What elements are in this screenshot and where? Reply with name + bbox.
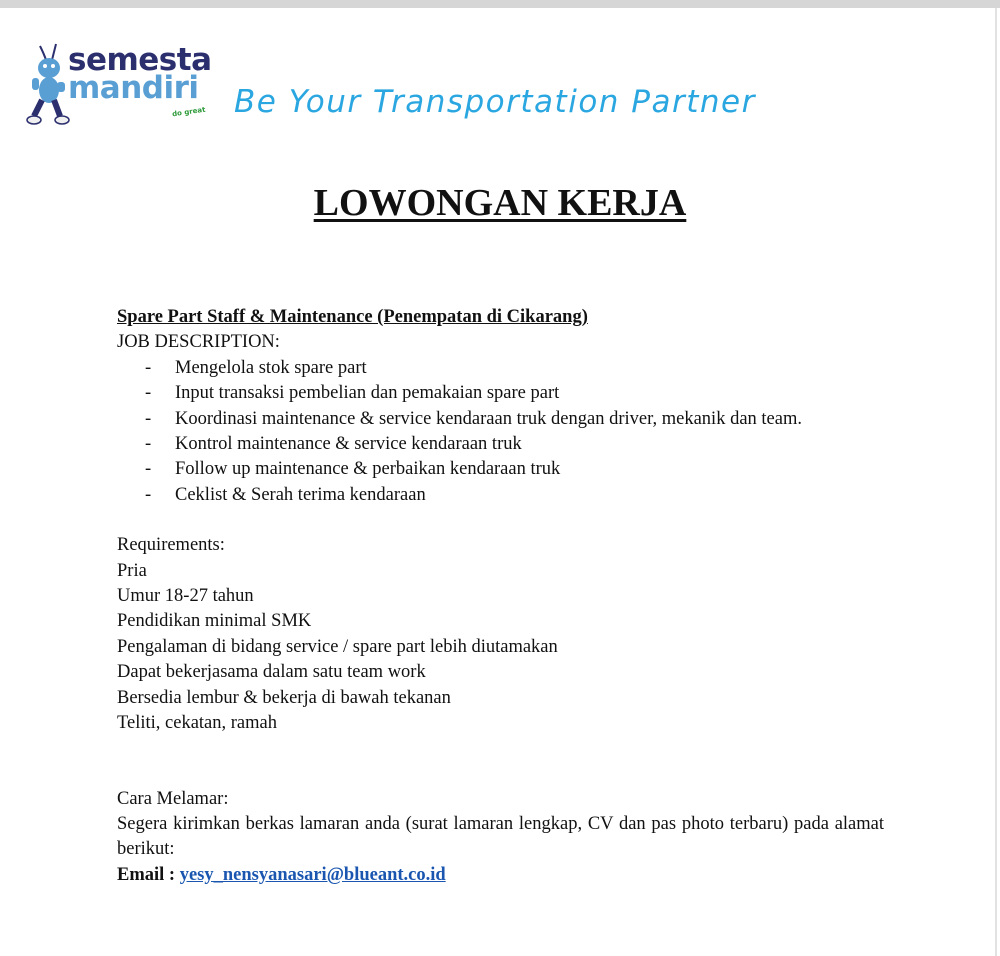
list-item: - Koordinasi maintenance & service kendaraan truk dengan driver, mekanik dan team. xyxy=(117,407,884,432)
ant-mascot-icon xyxy=(26,42,70,126)
top-bar xyxy=(0,0,1000,8)
bullet-dash: - xyxy=(145,459,152,480)
requirement-item: Dapat bekerjasama dalam satu team work xyxy=(117,662,426,683)
email-line xyxy=(117,863,884,888)
email-label: Email : xyxy=(117,864,180,885)
list-item: - Mengelola stok spare part xyxy=(117,356,884,381)
requirements-label: Requirements: xyxy=(117,535,225,556)
company-logo xyxy=(26,42,226,126)
apply-instructions: Segera kirimkan berkas lamaran anda (surat lamaran lengkap, CV dan pas photo terbaru) pada alamat berikut: xyxy=(117,813,884,860)
requirement-item: Teliti, cekatan, ramah xyxy=(117,713,277,734)
bullet-dash: - xyxy=(145,434,152,455)
list-item: - Ceklist & Serah terima kendaraan xyxy=(117,483,884,508)
page-title: LOWONGAN KERJA xyxy=(313,182,687,224)
logo-text-mandiri: mandiri xyxy=(68,70,199,106)
bullet-dash: - xyxy=(145,408,152,429)
requirement-item: Pendidikan minimal SMK xyxy=(117,611,312,632)
duties-list xyxy=(117,356,884,508)
list-item: - Kontrol maintenance & service kendaraan truk xyxy=(117,432,884,457)
how-to-apply-label: Cara Melamar: xyxy=(117,788,229,809)
requirement-item: Pria xyxy=(117,560,147,581)
bullet-dash: - xyxy=(145,357,152,378)
logo-slogan: do great xyxy=(171,105,206,119)
job-description-label: JOB DESCRIPTION: xyxy=(117,332,280,353)
requirement-item: Bersedia lembur & bekerja di bawah tekanan xyxy=(117,687,451,708)
job-posting-body xyxy=(117,305,884,888)
job-position-title: Spare Part Staff & Maintenance (Penempatan di Cikarang) xyxy=(117,307,588,327)
email-link[interactable]: yesy_nensyanasari@blueant.co.id xyxy=(179,864,446,885)
logo-text-semesta: semesta xyxy=(68,42,212,78)
bullet-dash: - xyxy=(145,383,152,404)
list-item: - Follow up maintenance & perbaikan kendaraan truk xyxy=(117,457,884,482)
requirement-item: Umur 18-27 tahun xyxy=(117,586,254,607)
page-edge xyxy=(995,8,997,956)
list-item: - Input transaksi pembelian dan pemakaian spare part xyxy=(117,381,884,406)
bullet-dash: - xyxy=(145,484,152,505)
requirement-item: Pengalaman di bidang service / spare part lebih diutamakan xyxy=(117,636,558,657)
tagline: Be Your Transportation Partner xyxy=(234,84,756,120)
